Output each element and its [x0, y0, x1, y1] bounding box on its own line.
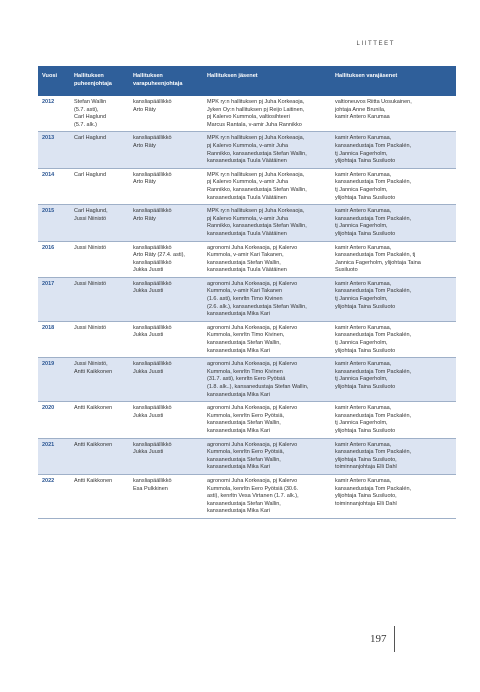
cell-line: ylijohtaja Taina Susiluoto	[335, 158, 396, 165]
cell-line: (31.7. asti), kenrltn Eero Pyötsiä	[207, 376, 286, 383]
cell-line: (2.6. alk.), kansanedustaja Stefan Wallin,	[207, 303, 307, 310]
table-row	[38, 132, 456, 168]
cell-line: agronomi Juha Korkeaoja, pj Kalervo	[207, 244, 298, 251]
cell-line: Rannikko, kansanedustaja Stefan Wallin,	[207, 150, 307, 157]
year-cell: 2014	[38, 168, 70, 204]
chair-cell	[70, 358, 129, 402]
page-number-rule	[394, 626, 395, 652]
page-number: 197	[370, 633, 387, 645]
cell-line: ylijohtaja Taina Susiluoto	[335, 230, 396, 237]
vice-chair-cell	[129, 168, 203, 204]
cell-line: kansanedustaja Tom Packalén, tj	[335, 252, 416, 259]
cell-line: kansliapäällikkö	[133, 99, 172, 105]
cell-line: Hallituksen	[133, 73, 163, 79]
cell-line: Jukka Juusti	[133, 449, 164, 456]
cell-line: kansanedustaja Mika Kari	[207, 391, 270, 398]
cell-line: pj Kalervo Kummola, valtiosihteeri	[207, 114, 290, 121]
cell-line: kansanedustaja Tuula Väätäinen	[207, 267, 287, 274]
cell-line: Jukka Juusti	[133, 288, 164, 295]
members-cell	[203, 168, 331, 204]
cell-line: kansliapäällikkö	[133, 244, 172, 251]
table-body	[38, 96, 456, 518]
cell-line: kamir Antero Karumaa	[335, 114, 390, 121]
cell-line: (5.7. asti),	[74, 106, 99, 113]
cell-line: MPK ry:n hallituksen pj Juha Korkeaoja,	[207, 99, 305, 105]
cell-line: Jussi Niinistö	[74, 215, 107, 222]
cell-line: kansanedustaja Stefan Wallin,	[207, 420, 281, 427]
table-row	[38, 321, 456, 357]
cell-line: tj Jannica Fagerholm,	[335, 376, 388, 383]
cell-line: Arto Räty	[133, 142, 156, 149]
cell-line: kansanedustaja Mika Kari	[207, 508, 270, 515]
cell-line: ylijohtaja Taina Susiluoto,	[335, 493, 397, 500]
cell-line: Rannikko, kansanedustaja Stefan Wallin,	[207, 223, 307, 230]
cell-line: kansanedustaja Tom Packalén,	[335, 449, 412, 456]
vice-chair-cell	[129, 358, 203, 402]
cell-line: puheenjohtaja	[74, 81, 112, 87]
cell-line: kamir Antero Karumaa,	[335, 361, 392, 368]
deputies-cell	[331, 277, 456, 321]
cell-line: pj Kalervo Kummola, v-amir Juha	[207, 142, 289, 149]
year-cell: 2022	[38, 474, 70, 518]
vice-chair-cell	[129, 132, 203, 168]
cell-line: Antti Kaikkonen	[74, 405, 113, 412]
vice-chair-cell	[129, 438, 203, 474]
cell-line: Jukka Juusti	[133, 412, 164, 419]
deputies-cell	[331, 205, 456, 241]
cell-line: agronomi Juha Korkeaoja, pj Kalervo	[207, 324, 298, 331]
chair-cell	[70, 241, 129, 277]
chair-cell	[70, 168, 129, 204]
year-cell: 2012	[38, 96, 70, 132]
cell-line: kansanedustaja Mika Kari	[207, 311, 270, 318]
cell-line: kansanedustaja Tuula Väätäinen	[207, 230, 287, 237]
cell-line: agronomi Juha Korkeaoja, pj Kalervo	[207, 405, 298, 412]
year-cell: 2015	[38, 205, 70, 241]
header-deputies	[331, 66, 456, 96]
chair-cell	[70, 474, 129, 518]
cell-line: Arto Räty	[133, 215, 156, 222]
cell-line: kansliapäällikkö	[133, 135, 172, 142]
cell-line: kansanedustaja Stefan Wallin,	[207, 259, 281, 266]
cell-line: kamir Antero Karumaa,	[335, 441, 392, 448]
cell-line: kansanedustaja Stefan Wallin,	[207, 500, 281, 507]
year-cell: 2017	[38, 277, 70, 321]
cell-line: ylijohtaja Taina Susiluoto	[335, 347, 396, 354]
table-row	[38, 474, 456, 518]
table-row	[38, 277, 456, 321]
year-cell: 2020	[38, 402, 70, 438]
cell-line: kamir Antero Karumaa,	[335, 324, 392, 331]
cell-line: ylijohtaja Taina Susiluoto	[335, 384, 396, 390]
cell-line: johtaja Anne Brunila,	[335, 106, 386, 113]
vice-chair-cell	[129, 277, 203, 321]
members-cell	[203, 241, 331, 277]
cell-line: kansliapäällikkö	[133, 208, 172, 215]
deputies-cell	[331, 132, 456, 168]
cell-line: kansanedustaja Stefan Wallin,	[207, 456, 281, 463]
cell-line: Jussi Niinistö	[74, 280, 107, 287]
cell-line: kamir Antero Karumaa,	[335, 280, 392, 287]
cell-line: kamir Antero Karumaa,	[335, 405, 392, 412]
cell-line: Hallituksen varajäsenet	[335, 73, 398, 79]
members-cell	[203, 132, 331, 168]
cell-line: Esa Pulkkinen	[133, 485, 168, 492]
vice-chair-cell	[129, 321, 203, 357]
cell-line: kansanedustaja Tom Packalén,	[335, 332, 412, 339]
cell-line: kansanedustaja Tom Packalén,	[335, 412, 412, 419]
cell-line: toiminnanjohtaja Elli Dahl	[335, 464, 397, 471]
cell-line: kansliapäällikkö	[133, 405, 172, 412]
cell-line: Jukka Juusti	[133, 368, 164, 375]
header-chair	[70, 66, 129, 96]
cell-line: kansanedustaja Tuula Väätäinen	[207, 158, 287, 165]
cell-line: varapuheenjohtaja	[133, 81, 183, 87]
cell-line: Rannikko, kansanedustaja Stefan Wallin,	[207, 186, 307, 193]
table-header	[38, 66, 456, 96]
cell-line: kansliapäällikkö	[133, 477, 172, 484]
cell-line: kansliapäällikkö	[133, 361, 172, 368]
members-cell	[203, 321, 331, 357]
cell-line: MPK ry:n hallituksen pj Juha Korkeaoja,	[207, 135, 305, 142]
members-cell	[203, 474, 331, 518]
cell-line: Marcus Rantala, v-amir Juha Rannikko	[207, 121, 302, 128]
cell-line: Stefan Wallin	[74, 99, 107, 105]
cell-line: kansanedustaja Tom Packalén,	[335, 215, 412, 222]
year-cell: 2019	[38, 358, 70, 402]
vice-chair-cell	[129, 96, 203, 132]
header-vice-chair	[129, 66, 203, 96]
cell-line: Kummola, kenrltn Eero Pyötsiä (30.6.	[207, 485, 299, 492]
cell-line: Jyken Oy:n hallituksen pj Reijo Laitinen,	[207, 106, 305, 113]
cell-line: kansliapäällikkö	[133, 171, 172, 178]
deputies-cell	[331, 474, 456, 518]
cell-line: Antti Kaikkonen	[74, 441, 113, 448]
cell-line: kansanedustaja Mika Kari	[207, 347, 270, 354]
cell-line: kansanedustaja Tom Packalén,	[335, 288, 412, 295]
deputies-cell	[331, 358, 456, 402]
cell-line: tj Jannica Fagerholm,	[335, 420, 388, 427]
cell-line: kansliapäällikkö	[133, 441, 172, 448]
cell-line: Antti Kaikkonen	[74, 368, 113, 375]
cell-line: MPK ry:n hallituksen pj Juha Korkeaoja,	[207, 208, 305, 215]
cell-line: Arto Räty	[133, 106, 156, 113]
cell-line: Arto Räty (27.4. asti),	[133, 252, 185, 259]
cell-line: ylijohtaja Taina Susiluoto,	[335, 456, 397, 463]
cell-line: valtioneuvos Riitta Uosukainen,	[335, 99, 412, 105]
year-cell: 2021	[38, 438, 70, 474]
members-cell	[203, 402, 331, 438]
cell-line: kansliapäällikkö	[133, 324, 172, 331]
vice-chair-cell	[129, 402, 203, 438]
cell-line: kamir Antero Karumaa,	[335, 135, 392, 142]
cell-line: kansanedustaja Tom Packalén,	[335, 485, 412, 492]
vice-chair-cell	[129, 241, 203, 277]
cell-line: kamir Antero Karumaa,	[335, 208, 392, 215]
year-cell: 2013	[38, 132, 70, 168]
cell-line: tj Jannica Fagerholm,	[335, 296, 388, 303]
cell-line: tj Jannica Fagerholm,	[335, 340, 388, 347]
cell-line: Arto Räty	[133, 179, 156, 186]
chair-cell	[70, 402, 129, 438]
cell-line: Jussi Niinistö	[74, 324, 107, 331]
cell-line: asti), kenrltn Vesa Virtanen (1.7. alk.),	[207, 493, 299, 500]
year-cell: 2018	[38, 321, 70, 357]
chair-cell	[70, 205, 129, 241]
header-year: Vuosi	[38, 66, 70, 96]
table-row	[38, 438, 456, 474]
cell-line: Jannica Fagerholm, ylijohtaja Taina	[335, 259, 421, 266]
chair-cell	[70, 96, 129, 132]
year-cell: 2016	[38, 241, 70, 277]
deputies-cell	[331, 438, 456, 474]
cell-line: Kummola, kenrltn Eero Pyötsiä,	[207, 449, 285, 456]
deputies-cell	[331, 96, 456, 132]
cell-line: (1.6. asti), kenrltn Timo Kivinen	[207, 296, 283, 303]
cell-line: kansliapäällikkö	[133, 280, 172, 287]
cell-line: Antti Kaikkonen	[74, 477, 113, 484]
cell-line: Kummola, kenrltn Timo Kivinen,	[207, 332, 285, 339]
cell-line: Hallituksen jäsenet	[207, 73, 258, 79]
cell-line: tj Jannica Fagerholm,	[335, 186, 388, 193]
cell-line: agronomi Juha Korkeaoja, pj Kalervo	[207, 441, 298, 448]
table-row	[38, 205, 456, 241]
header-members	[203, 66, 331, 96]
table-row	[38, 358, 456, 402]
cell-line: Jussi Niinistö	[74, 244, 107, 251]
chair-cell	[70, 321, 129, 357]
table-row	[38, 402, 456, 438]
cell-line: pj Kalervo Kummola, v-amir Juha	[207, 215, 289, 222]
cell-line: Kummola, v-amir Kari Takanen	[207, 288, 283, 295]
cell-line: kamir Antero Karumaa,	[335, 477, 392, 484]
cell-line: tj Jannica Fagerholm,	[335, 223, 388, 230]
table-row	[38, 168, 456, 204]
cell-line: tj Jannica Fagerholm,	[335, 150, 388, 157]
deputies-cell	[331, 402, 456, 438]
cell-line: kansanedustaja Stefan Wallin,	[207, 340, 281, 347]
chair-cell	[70, 277, 129, 321]
cell-line: kansanedustaja Tom Packalén,	[335, 368, 412, 375]
deputies-cell	[331, 168, 456, 204]
members-cell	[203, 358, 331, 402]
cell-line: Jussi Niinistö,	[74, 361, 108, 368]
cell-line: Kummola, kenrltn Eero Pyötsiä,	[207, 412, 285, 419]
cell-line: kansanedustaja Tuula Väätäinen	[207, 194, 287, 201]
vice-chair-cell	[129, 474, 203, 518]
cell-line: agronomi Juha Korkeaoja, pj Kalervo	[207, 477, 298, 484]
running-head: LIITTEET	[356, 41, 395, 47]
cell-line: (1.8. alk..), kansanedustaja Stefan Wallin,	[207, 384, 309, 390]
chair-cell	[70, 438, 129, 474]
cell-line: ylijohtaja Taina Susiluoto	[335, 427, 396, 434]
members-cell	[203, 96, 331, 132]
deputies-cell	[331, 241, 456, 277]
cell-line: kamir Antero Karumaa,	[335, 244, 392, 251]
cell-line: Kummola, v-amir Kari Takanen,	[207, 252, 284, 259]
members-cell	[203, 438, 331, 474]
cell-line: Hallituksen	[74, 73, 104, 79]
cell-line: kamir Antero Karumaa,	[335, 171, 392, 178]
chair-cell	[70, 132, 129, 168]
cell-line: Jukka Juusti	[133, 267, 164, 274]
cell-line: kansanedustaja Mika Kari	[207, 427, 270, 434]
cell-line: kansanedustaja Tom Packalén,	[335, 142, 412, 149]
cell-line: Carl Haglund	[74, 114, 107, 121]
cell-line: Jukka Juusti	[133, 332, 164, 339]
cell-line: ylijohtaja Taina Susiluoto	[335, 194, 396, 201]
cell-line: Carl Haglund,	[74, 208, 108, 215]
cell-line: toiminnanjohtaja Elli Dahl	[335, 500, 397, 507]
table-row	[38, 96, 456, 132]
members-cell	[203, 205, 331, 241]
header-row	[38, 66, 456, 96]
table-row	[38, 241, 456, 277]
cell-line: Carl Haglund	[74, 171, 107, 178]
cell-line: agronomi Juha Korkeaoja, pj Kalervo	[207, 280, 298, 287]
cell-line: Susiluoto	[335, 267, 358, 274]
cell-line: kansliapäällikkö	[133, 259, 172, 266]
cell-line: kansanedustaja Mika Kari	[207, 464, 270, 471]
deputies-cell	[331, 321, 456, 357]
cell-line: agronomi Juha Korkeaoja, pj Kalervo	[207, 361, 298, 368]
members-cell	[203, 277, 331, 321]
cell-line: kansanedustaja Tom Packalén,	[335, 179, 412, 186]
cell-line: pj Kalervo Kummola, v-amir Juha	[207, 179, 289, 186]
cell-line: Carl Haglund	[74, 135, 107, 142]
cell-line: Kummola, kenrltn Timo Kivinen	[207, 368, 283, 375]
board-members-table	[38, 66, 456, 519]
cell-line: ylijohtaja Taina Susiluoto	[335, 303, 396, 310]
cell-line: MPK ry:n hallituksen pj Juha Korkeaoja,	[207, 171, 305, 178]
vice-chair-cell	[129, 205, 203, 241]
cell-line: (5.7. alk.)	[74, 121, 97, 128]
